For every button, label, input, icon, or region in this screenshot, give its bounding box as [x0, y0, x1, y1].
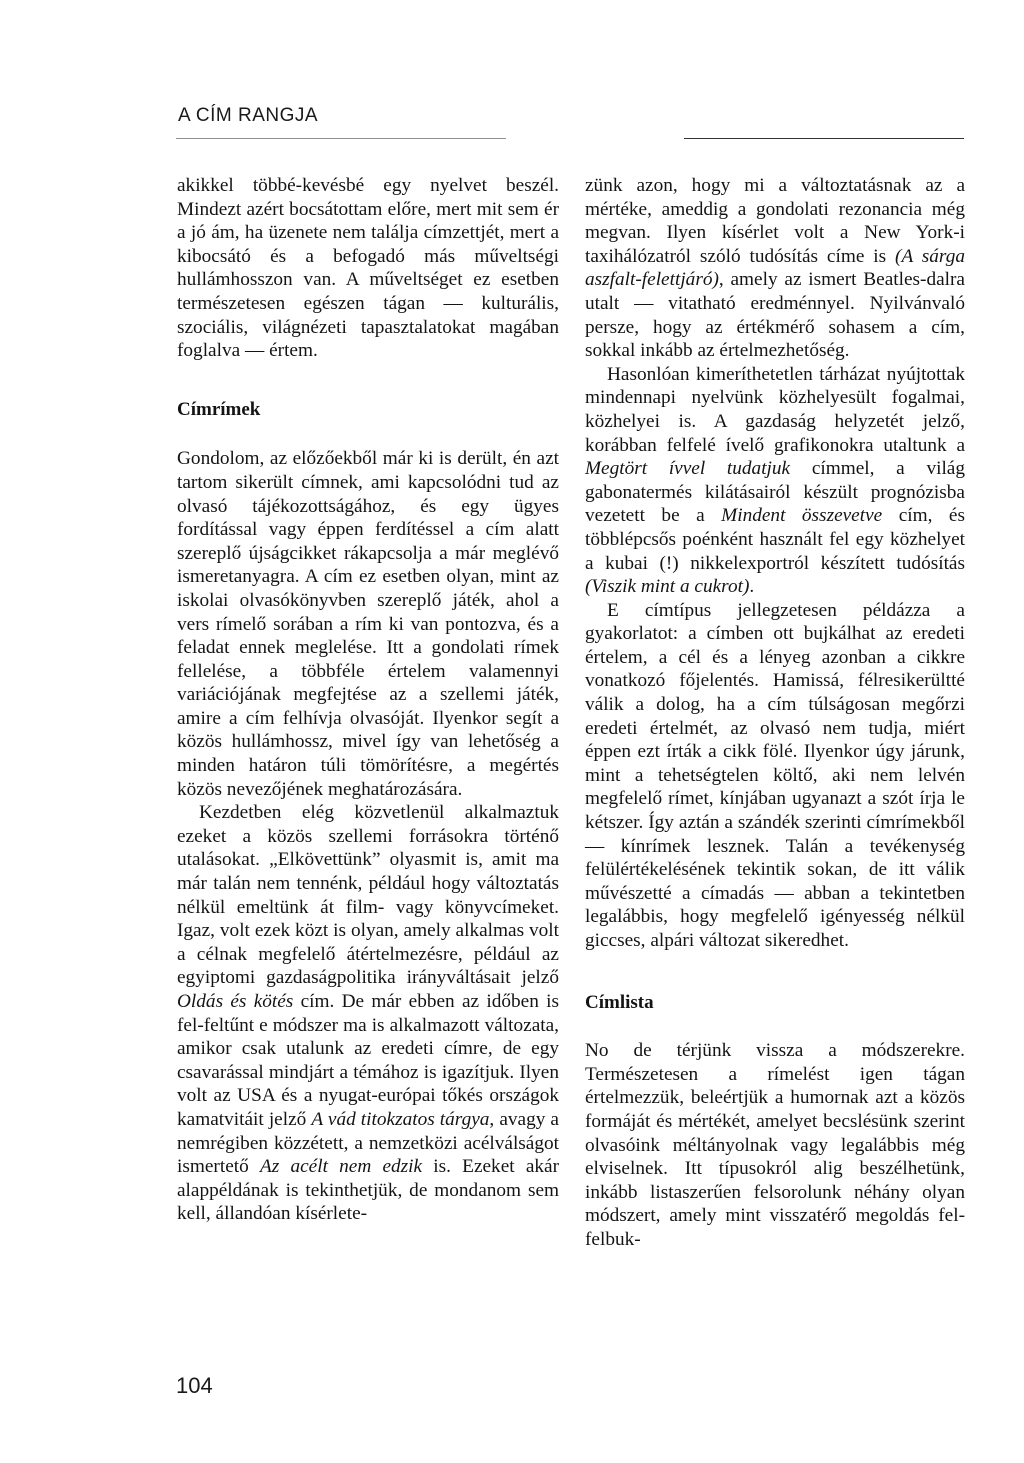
text-run: címmel, a világ gabonatermés kilátásairól készült prognózisba vezetett be a: [585, 458, 966, 527]
paragraph: [585, 363, 965, 599]
text-run: cím, és többlépcsős poénként használt fel egy közhelyet a kubai (!) nikkelexportról készített tudósítás: [585, 505, 965, 574]
italic-title: Mindent összevetve: [721, 505, 883, 527]
text-run: Hasonlóan kimeríthetetlen tárházat nyújtottak mindennapi nyelvünk közhelyesült fogalmai, közhelyei is. A gazdaság helyzetét jelző, korábban felfelé ívelő grafikonokra utaltunk a: [585, 363, 965, 456]
text-run: .: [749, 576, 755, 598]
text-run: cím. De már ebben az időben is fel-feltűnt e módszer ma is alkalmazott változata, amikor csak utalunk az eredeti címre, de egy csavarással mindjárt a témához is igazítjuk. Ilyen volt az USA és a nyugat-európai tőkés országok kamatvitáit jelző: [177, 991, 559, 1130]
text-run: , avagy a nemrégiben közzétett, a nemzetközi acélválságot ismertető: [177, 1108, 559, 1178]
italic-title: A vád titokzatos tárgya: [311, 1108, 490, 1130]
paragraph: E címtípus jellegzetesen példázza a gyakorlatot: a címben ott bujkálhat az eredeti értelem, a cél és a lényeg azonban a cikkre vonatkozó főjelentés. Hamissá, félresikerültté válik a dolog, ha a cím túlságosan megőrzi eredeti értelmét, az olvasó nem tudja, miért éppen ezt írták a cikk fölé. Ilyenkor úgy járunk, mint a tehetségtelen költő, aki nem lelvén megfelelő rímet, kínjában ugyanazt a szót írja le kétszer. Így aztán a szándék szerinti címrímekből — kínrímek lesznek. Talán a tevékenység felülértékelésének tekintik sokan, de itt válik művészetté a címadás — abban a tekintetben legalábbis, hogy megfelelő igényesség nélkül giccses, alpári változat sikeredhet.: [585, 599, 965, 951]
italic-title: (A sárga aszfalt-felettjáró): [585, 245, 965, 291]
paragraph: Gondolom, az előzőekből már ki is derült, én azt tartom sikerült címnek, ami kapcsolódni tud az olvasó tájékozottságához, és egy ügyes fordítással vagy éppen ferdítéssel a cím alatt szereplő újságcikket rákapcsolja a már meglévő ismeretanyagra. A cím ez esetben olyan, mint az iskolai olvasókönyvben szereplő játék, ahol a vers rímelő sorában a rím ki van pontozva, és a feladat ennek meglelése. Itt a gondolati rímek fellelése, a többféle értelem valamennyi variációjának megfejtése az a szellemi játék, amire a cím felhívja olvasóját. Ilyenkor segít a közös hullámhossz, mivel így van lehetőség a minden határon túli tömörítésre, a megértés közös nevezőjének meghatározására.: [177, 448, 559, 800]
left-column: [177, 174, 559, 1226]
paragraph: [177, 801, 559, 1226]
right-column: [585, 174, 965, 1252]
text-run: is. Ezeket akár alappéldának is tekinthetjük, de mondanom sem kell, állandóan kísérlete-: [177, 1156, 559, 1225]
italic-title: Megtört ívvel tudatjuk: [585, 458, 791, 480]
paragraph: No de térjünk vissza a módszerekre. Természetesen a rímelést igen tágan értelmezzük, beleértjük a humornak azt a közös formáját és mértékét, amelyet becslésünk szerint olvasóink méltányolnak vagy legalábbis még elviselnek. Itt típusokról alig beszélhetünk, inkább listaszerűen felsorolunk néhány olyan módszert, amely mint visszatérő megoldás fel-felbuk-: [585, 1040, 965, 1250]
text-run: , amely az ismert Beatles-dalra utalt — vitatható eredménnyel. Nyilvánvaló persze, hogy az értékmérő sohasem a cím, sokkal inkább az értelmezhetőség.: [585, 269, 965, 362]
header-rule-left: [176, 138, 506, 139]
italic-title: Az acélt nem edzik: [259, 1156, 423, 1178]
paragraph: [585, 174, 965, 363]
page-number: 104: [176, 1373, 213, 1398]
section-heading-cimrimek: Címrímek: [177, 398, 261, 420]
italic-title: (Viszik mint a cukrot): [585, 576, 750, 598]
running-head: A CÍM RANGJA: [178, 105, 319, 126]
section-heading-cimlista: Címlista: [585, 991, 654, 1013]
text-run: Kezdetben elég közvetlenül alkalmaztuk ezeket a közös szellemi forrásokra történő utalásokat. „Elkövettünk” olyasmit is, amit ma már talán nem tennénk, például hogy változtatás nélkül emeltünk át film- vagy könyvcímeket. Igaz, volt ezek közt is olyan, amely alkalmas volt a célnak megfelelő átértelmezésre, például az egyiptomi gazdaságpolitika irányváltásait jelző: [177, 802, 559, 989]
text-run: zünk azon, hogy mi a változtatásnak az a mértéke, ameddig a gondolati rezonancia még megvan. Ilyen kísérlet volt a New York-i taxihálózatról szóló tudósítás címe is: [585, 175, 965, 267]
paragraph: akikkel többé-kevésbé egy nyelvet beszél. Mindezt azért bocsátottam előre, mert mit sem ér a jó ám, ha üzenete nem találja címzettjét, mert a kibocsátó és a befogadó más műveltségi hullámhosszon van. A műveltséget ez esetben természetesen egészen tágan — kulturális, szociális, világnézeti tapasztalatokat magában foglalva — értem.: [177, 175, 559, 362]
header-rule-right: [684, 138, 964, 139]
italic-title: Oldás és kötés: [177, 991, 294, 1012]
